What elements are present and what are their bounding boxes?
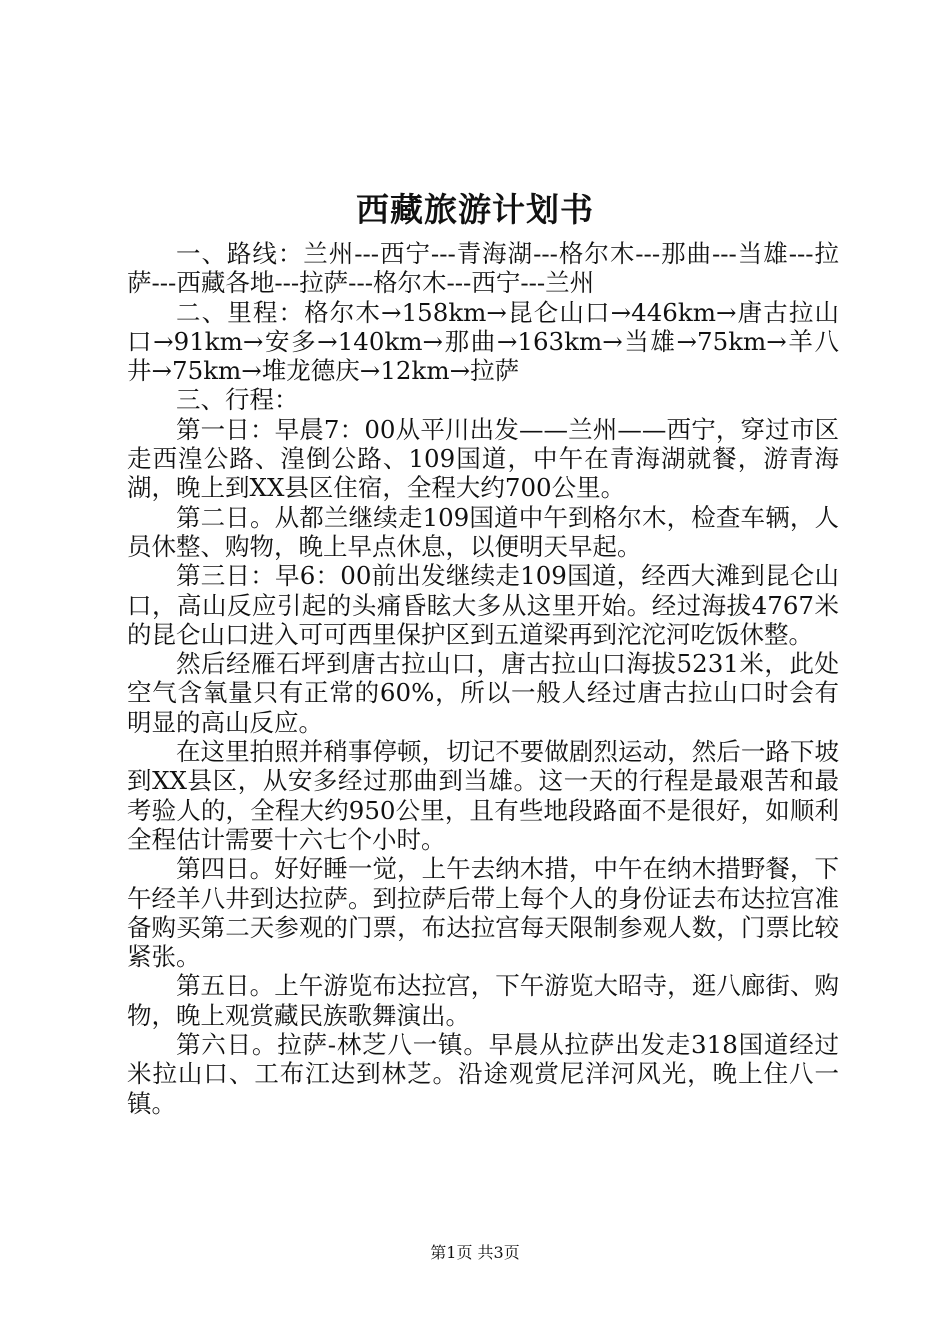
route-paragraph: 一、路线：兰州---西宁---青海湖---格尔木---那曲---当雄---拉萨---西藏各地---拉萨---格尔木---西宁---兰州 [127, 239, 839, 298]
mileage-paragraph: 二、里程：格尔木→158km→昆仑山口→446km→唐古拉山口→91km→安多→140km→那曲→163km→当雄→75km→羊八井→75km→堆龙德庆→12km→拉萨 [127, 297, 839, 386]
day-3-continued-paragraph: 然后经雁石坪到唐古拉山口，唐古拉山口海拔5231米，此处空气含氧量只有正常的60%，所以一般人经过唐古拉山口时会有明显的高山反应。 [127, 649, 839, 737]
day-5-paragraph: 第五日。上午游览布达拉宫，下午游览大昭寺，逛八廊街、购物，晚上观赏藏民族歌舞演出。 [127, 971, 839, 1030]
itinerary-heading: 三、行程： [176, 385, 299, 415]
day-2-paragraph: 第二日。从都兰继续走109国道中午到格尔木，检查车辆，人员休整、购物，晚上早点休息，以便明天早起。 [127, 502, 839, 561]
day-4-paragraph: 第四日。好好睡一觉，上午去纳木措，中午在纳木措野餐，下午经羊八井到达拉萨。到拉萨后带上每个人的身份证去布达拉宫准备购买第二天参观的门票，布达拉宫每天限制参观人数，门票比较紧张。 [127, 854, 839, 972]
page-footer: 第1页 共3页 [430, 1243, 520, 1262]
day-3-notes-paragraph: 在这里拍照并稍事停顿，切记不要做剧烈运动，然后一路下坡到XX县区，从安多经过那曲到当雄。这一天的行程是最艰苦和最考验人的，全程大约950公里，且有些地段路面不是很好，如顺利全程估计需要十六七个小时。 [127, 737, 839, 854]
day-6-paragraph: 第六日。拉萨-林芝八一镇。早晨从拉萨出发走318国道经过米拉山口、工布江达到林芝。沿途观赏尼洋河风光，晚上住八一镇。 [127, 1030, 839, 1118]
day-1-paragraph: 第一日：早晨7：00从平川出发——兰州——西宁，穿过市区走西湟公路、湟倒公路、109国道，中午在青海湖就餐，游青海湖，晚上到XX县区住宿，全程大约700公里。 [127, 414, 839, 503]
document-title: 西藏旅游计划书 [356, 190, 594, 229]
day-3-paragraph: 第三日：早6：00前出发继续走109国道，经西大滩到昆仑山口，高山反应引起的头痛昏眩大多从这里开始。经过海拔4767米的昆仑山口进入可可西里保护区到五道梁再到沱沱河吃饭休整。 [127, 561, 839, 649]
document-body [127, 239, 839, 1118]
